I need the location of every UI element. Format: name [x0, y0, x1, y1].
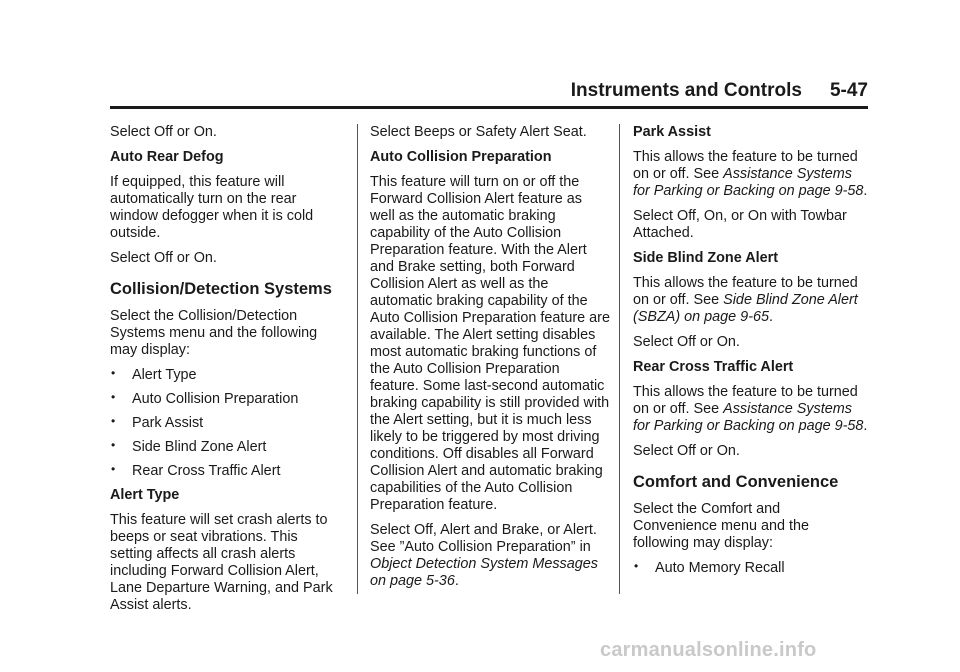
- column-1: [110, 124, 342, 622]
- paragraph: Select Off or On.: [633, 443, 740, 459]
- paragraph: This feature will set crash alerts to beeps or seat vibrations. This setting affects all crash alerts including Forward Collision Alert, Lane Departure Warning, and Park Assist alerts.: [110, 512, 333, 613]
- paragraph: Select Off, On, or On with Towbar Attached.: [633, 208, 847, 241]
- page-header: [110, 78, 868, 104]
- paragraph: If equipped, this feature will automatically turn on the rear window defogger when it is cold outside.: [110, 174, 314, 241]
- subheading: Auto Collision Preparation: [370, 149, 552, 165]
- subheading: Auto Rear Defog: [110, 149, 224, 165]
- column-2: [370, 124, 610, 598]
- bullet-icon: •: [111, 438, 116, 452]
- subheading: Rear Cross Traffic Alert: [633, 359, 794, 375]
- column-divider: [357, 124, 358, 594]
- paragraph: Select Off or On.: [110, 250, 217, 266]
- paragraph: Select Off or On.: [110, 124, 217, 140]
- subheading: Park Assist: [633, 124, 711, 140]
- bullet-icon: •: [111, 462, 116, 476]
- bullet-icon: •: [111, 390, 116, 404]
- bullet-icon: •: [634, 559, 639, 573]
- list-item: • Auto Memory Recall: [634, 559, 785, 576]
- list-item: • Alert Type: [111, 366, 197, 383]
- paragraph: This allows the feature to be turned on or off. See Side Blind Zone Alert (SBZA) on page 9-65.: [633, 275, 858, 325]
- paragraph: This allows the feature to be turned on or off. See Assistance Systems for Parking or Backing on page 9-58.: [633, 149, 868, 199]
- list-item: • Rear Cross Traffic Alert: [111, 462, 281, 479]
- column-divider: [619, 124, 620, 594]
- cross-reference-link[interactable]: Side Blind Zone Alert (SBZA) on page 9-65: [633, 292, 858, 325]
- bullet-icon: •: [111, 414, 116, 428]
- bullet-icon: •: [111, 366, 116, 380]
- paragraph: Select the Comfort and Convenience menu and the following may display:: [633, 501, 810, 551]
- list-item: • Auto Collision Preparation: [111, 390, 299, 407]
- column-3: [633, 124, 868, 584]
- section-heading: Comfort and Convenience: [633, 473, 839, 491]
- list-item: • Park Assist: [111, 414, 204, 431]
- section-heading: Collision/Detection Systems: [110, 280, 332, 298]
- watermark: carmanualsonline.info: [600, 639, 817, 661]
- header-title: Instruments and Controls: [570, 80, 802, 101]
- paragraph: This allows the feature to be turned on or off. See Assistance Systems for Parking or Backing on page 9-58.: [633, 384, 868, 434]
- subheading: Alert Type: [110, 487, 180, 503]
- page-number: 5-47: [829, 80, 868, 101]
- header-rule: [110, 106, 868, 109]
- cross-reference-link[interactable]: Assistance Systems for Parking or Backing on page 9-58: [633, 401, 864, 434]
- subheading: Side Blind Zone Alert: [633, 250, 778, 266]
- cross-reference-link[interactable]: Object Detection System Messages on page 5-36: [370, 556, 598, 589]
- paragraph: Select Off or On.: [633, 334, 740, 350]
- paragraph: Select Beeps or Safety Alert Seat.: [370, 124, 587, 140]
- paragraph: This feature will turn on or off the Forward Collision Alert feature as well as the automatic braking capability of the Auto Collision Preparation feature. With the Alert and Brake setting, both Forward Collision Alert as well as the automatic braking capability of the Auto Collision Preparation feature are available. The Alert setting disables most automatic braking functions of the Auto Collision Preparation feature. Some last-second automatic braking capability is still provided with the Alert setting, but it is much less likely to be triggered by most driving conditions. Off disables all Forward Collision Alert and automatic braking capabilities of the Auto Collision Preparation feature.: [370, 174, 610, 513]
- paragraph: Select the Collision/Detection Systems menu and the following may display:: [110, 308, 318, 358]
- cross-reference-link[interactable]: Assistance Systems for Parking or Backing on page 9-58: [633, 166, 864, 199]
- list-item: • Side Blind Zone Alert: [111, 438, 267, 455]
- paragraph: Select Off, Alert and Brake, or Alert. See ”Auto Collision Preparation” in Object Detection System Messages on page 5-36.: [370, 522, 598, 589]
